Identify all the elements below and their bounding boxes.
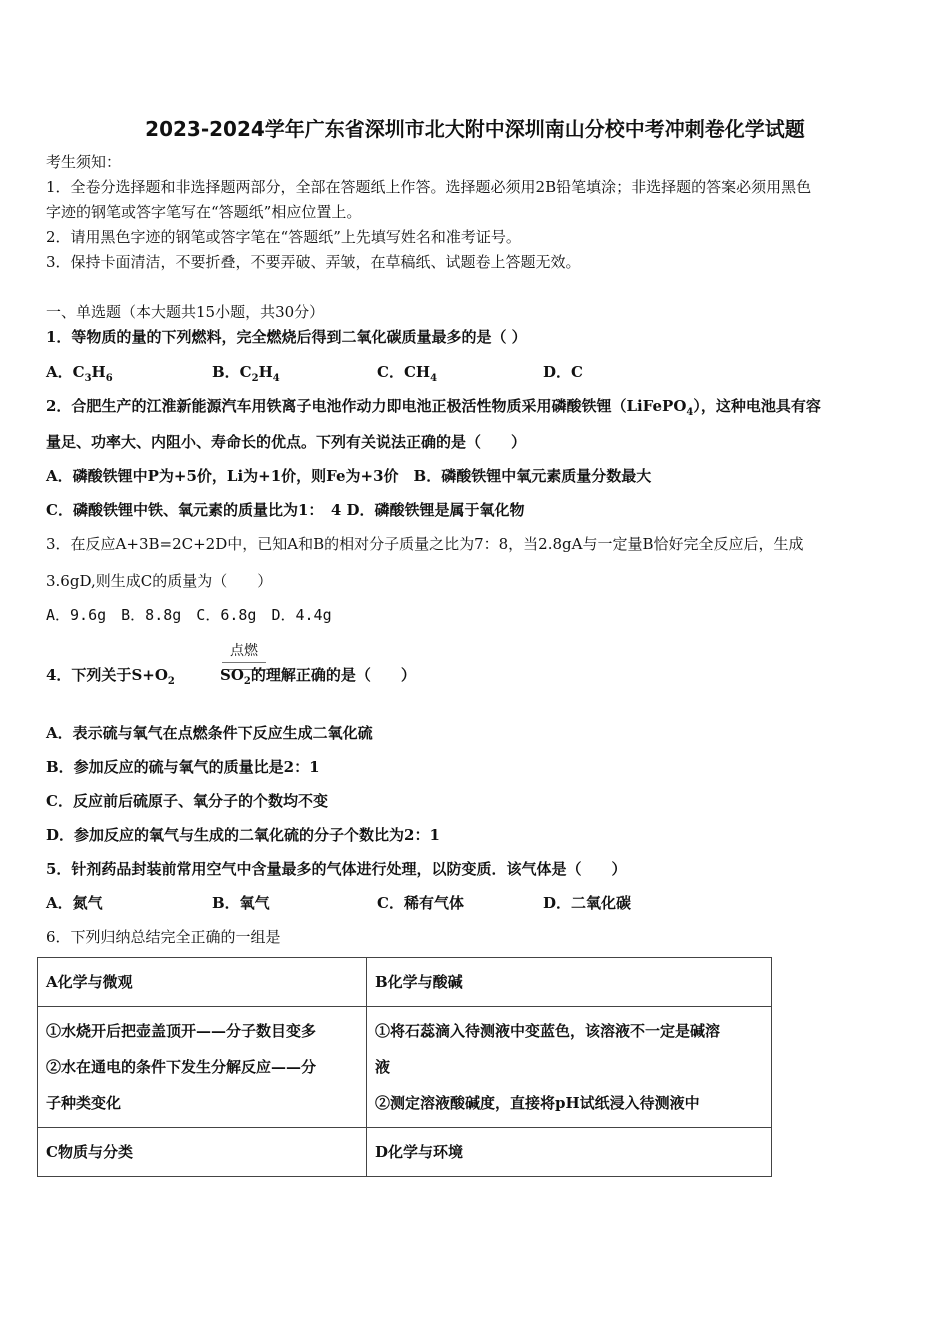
- q4-option-d: D．参加反应的氧气与生成的二氧化硫的分子个数比为2：1: [46, 826, 440, 844]
- notice-item-3: 3．保持卡面清洁，不要折叠，不要弄破、弄皱，在草稿纸、试题卷上答题无效。: [46, 253, 581, 271]
- table-cell-a-body: ①水烧开后把壶盖顶开——分子数目变多 ②水在通电的条件下发生分解反应——分 子种类变化: [38, 1007, 367, 1128]
- q1-option-a: A．$C_3H_6$: [46, 363, 113, 384]
- q4-option-a: A．表示硫与氧气在点燃条件下反应生成二氧化硫: [46, 724, 373, 742]
- page-title: 2023-2024学年广东省深圳市北大附中深圳南山分校中考冲刺卷化学试题: [145, 117, 805, 141]
- section-heading: 一、单选题（本大题共15小题，共30分）: [46, 303, 325, 321]
- q1-option-c: C．$CH_4$: [377, 363, 438, 384]
- q1-option-b: B．$C_2H_4$: [212, 363, 280, 384]
- reaction-condition: 点燃: [230, 643, 258, 659]
- notice-item-1-cont: 字迹的钢笔或答字笔写在“答题纸”相应位置上。: [46, 203, 362, 221]
- notice-item-1: 1．全卷分选择题和非选择题两部分，全部在答题纸上作答。选择题必须用2B铅笔填涂；非选择题的答案必须用黑色: [46, 178, 812, 196]
- table-cell-a-head: A化学与微观: [38, 958, 367, 1007]
- q2-options-cd: C．磷酸铁锂中铁、氧元素的质量比为1： 4 D．磷酸铁锂是属于氧化物: [46, 501, 525, 519]
- q3-stem-line-1: 3．在反应A+3B=2C+2D中，已知A和B的相对分子质量之比为7：8，当2.8gA与一定量B恰好完全反应后，生成: [46, 535, 804, 553]
- q5-option-c: C．稀有气体: [377, 894, 464, 912]
- q2-stem-line-1: 2．合肥生产的江淮新能源汽车用铁离子电池作动力即电池正极活性物质采用磷酸铁锂（LiFePO$_4$），这种电池具有容: [46, 397, 821, 418]
- table-cell-b-body: ①将石蕊滴入待测液中变蓝色，该溶液不一定是碱溶 液 ②测定溶液酸碱度，直接将pH试纸浸入待测液中: [367, 1007, 772, 1128]
- q4-option-c: C．反应前后硫原子、氧分子的个数均不变: [46, 792, 328, 810]
- table-cell-d-head: D化学与环境: [367, 1128, 772, 1177]
- q3-stem-line-2: 3.6gD,则生成C的质量为（ ）: [46, 572, 273, 590]
- q5-option-a: A．氮气: [46, 894, 103, 912]
- table-cell-b-head: B化学与酸碱: [367, 958, 772, 1007]
- q1-option-d: D．C: [543, 363, 583, 381]
- q1-stem: 1．等物质的量的下列燃料，完全燃烧后得到二氧化碳质量最多的是（ ）: [46, 328, 527, 346]
- notice-heading: 考生须知：: [46, 153, 122, 171]
- q6-stem: 6．下列归纳总结完全正确的一组是: [46, 928, 281, 946]
- q2-options-ab: A．磷酸铁锂中P为+5价，Li为+1价，则Fe为+3价 B．磷酸铁锂中氧元素质量分数最大: [46, 467, 652, 485]
- notice-item-2: 2．请用黑色字迹的钢笔或答字笔在“答题纸”上先填写姓名和准考证号。: [46, 228, 521, 246]
- q6-table: [37, 957, 772, 1177]
- q2-stem-line-2: 量足、功率大、内阻小、寿命长的优点。下列有关说法正确的是（ ）: [46, 433, 527, 451]
- q5-option-d: D．二氧化碳: [543, 894, 632, 912]
- q5-option-b: B．氧气: [212, 894, 270, 912]
- table-cell-c-head: C物质与分类: [38, 1128, 367, 1177]
- q5-stem: 5．针剂药品封装前常用空气中含量最多的气体进行处理，以防变质．该气体是（ ）: [46, 860, 627, 878]
- q3-options: A．9.6g B．8.8g C．6.8g D．4.4g: [46, 606, 332, 624]
- q4-option-b: B．参加反应的硫与氧气的质量比是2：1: [46, 758, 320, 776]
